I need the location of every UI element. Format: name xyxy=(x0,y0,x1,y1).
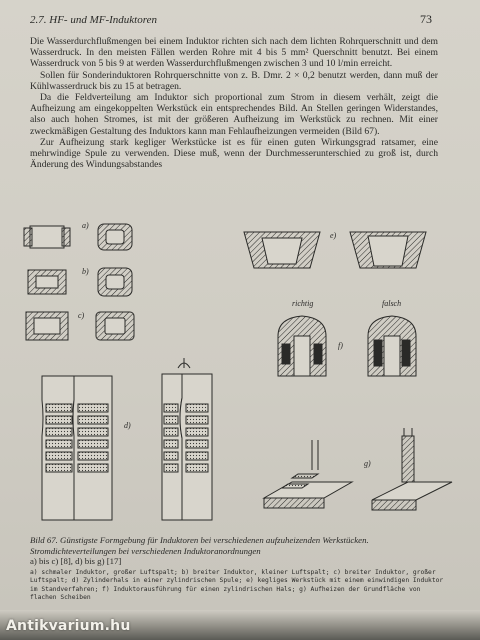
variant-g-drawing xyxy=(264,428,452,510)
label-c: c) xyxy=(78,311,85,320)
figure-drawing xyxy=(12,208,468,528)
label-a: a) xyxy=(82,221,89,230)
section-title: 2.7. HF- und MF-Induktoren xyxy=(30,14,157,26)
caption-title: Bild 67. Günstigste Formgebung für Induktoren bei verschiedenen aufzuheizenden Werkstücken. Stromdichteverteilungen bei verschiedenen Induktoranordnungen xyxy=(30,535,369,556)
label-d: d) xyxy=(124,421,131,430)
variant-d-drawing xyxy=(42,358,212,520)
paragraph: Zur Aufheizung stark kegliger Werkstücke ist es für einen guten Wirkungsgrad ratsamer, eine mehrwindige Spule zu verwenden. Diese muß, wenn der Durchmesserunterschied zu groß ist, durch Änderung des Windungsabstandes xyxy=(30,136,438,171)
paragraph: Die Wasserdurchflußmengen bei einem Induktor richten sich nach dem lichten Rohrquerschnitt und dem Wasserdruck. In den meisten Fällen werden Rohre mit 4 bis 5 mm² Querschnitt benutzt. Bei einem Wasserdruck von 5 bis 9 at werden Wasserdurchflußmengen zwischen 3 und 10 l/min erreicht. xyxy=(30,36,438,70)
caption-legend: a) schmaler Induktor, großer Luftspalt; b) breiter Induktor, kleiner Luftspalt; c) breiter Induktor, großer Luftspalt; d) Zylinderhals in einer zylindrischen Spule; e) kegliges Werkstück mit einem einwindigen Induktor im Standverfahren; f) Induktorausführung für einen zylindrischen Hals; g) Aufheizen der Grundfläche von flachen Scheiben xyxy=(30,568,444,601)
watermark: Antikvarium.hu xyxy=(6,618,131,634)
variant-a-drawing xyxy=(24,224,132,250)
label-b: b) xyxy=(82,267,89,276)
variant-f-drawing xyxy=(278,316,416,376)
caption-refs: a) bis c) [8], d) bis g) [17] xyxy=(30,556,122,567)
figure-67 xyxy=(12,208,468,528)
label-e: e) xyxy=(330,231,337,240)
label-f: f) xyxy=(338,341,343,350)
figure-caption xyxy=(30,535,446,602)
running-header xyxy=(30,12,432,30)
page-number: 73 xyxy=(420,12,432,26)
label-g: g) xyxy=(364,459,371,468)
paragraph: Sollen für Sonderinduktoren Rohrquerschnitte von z. B. Dmr. 2 × 0,2 benutzt werden, dann muß der Kühlwasserdruck bis zu 15 at betragen. xyxy=(30,69,438,92)
paragraph: Da die Feldverteilung am Induktor sich proportional zum Strom in diesem verhält, zeigt die Aufheizung am eingekoppelten Werkstück ein entsprechendes Bild. An Stellen geringen Widerstandes, also auch hohen Stromes, ist mit der größeren Aufheizung im Werkstück zu rechnen. Mit einer zweckmäßigen Gestaltung des Induktors kann man Fehlaufheizungen vermeiden (Bild 67). xyxy=(30,92,438,137)
label-richtig: richtig xyxy=(292,299,314,308)
variant-b-drawing xyxy=(28,268,132,296)
body-text xyxy=(30,36,438,170)
label-falsch: falsch xyxy=(382,299,402,308)
